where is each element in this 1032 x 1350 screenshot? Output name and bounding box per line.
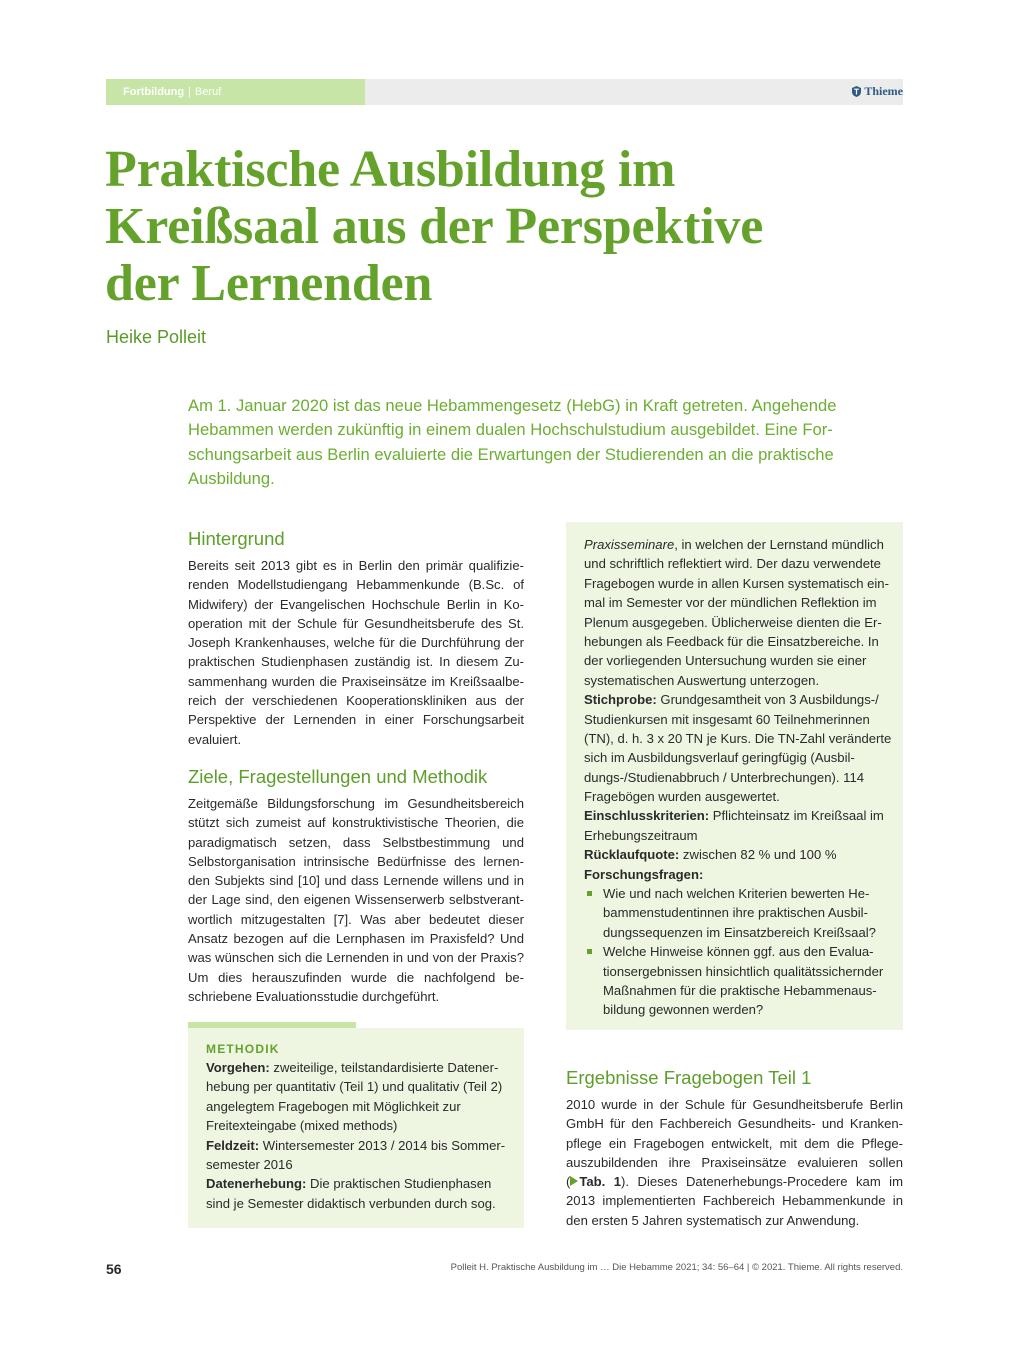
text-line: praktischen Studienphasen zuständig ist. In diesem Zu-: [188, 654, 524, 670]
section-hintergrund: [188, 527, 524, 749]
text-line: Studienkursen mit insgesamt 60 Teilnehmerinnen: [584, 711, 870, 727]
text-fragment: Wintersemester 2013 / 2014 bis Sommer-: [259, 1137, 506, 1153]
text-line: dungssequenzen im Einsatzbereich Kreißsaal?: [603, 924, 876, 940]
section-heading: Hintergrund: [188, 528, 285, 549]
text-line: schriebene Evaluationsstudie durchgeführt.: [188, 988, 440, 1004]
text-line: [584, 845, 889, 864]
header-section: Fortbildung: [123, 86, 185, 98]
list-item: [584, 942, 889, 1020]
text-line: reich der verschiedenen Kooperationskliniken aus der: [188, 693, 524, 709]
text-line: semester 2016: [206, 1156, 293, 1172]
method-box-continued-content: [584, 535, 892, 1020]
section-heading: Ziele, Fragestellungen und Methodik: [188, 766, 488, 787]
thieme-emblem-icon: [852, 86, 861, 97]
text-line: [584, 806, 889, 825]
method-box-content: [206, 1040, 506, 1213]
text-line: Welche Hinweise können ggf. aus den Evalua-: [603, 944, 874, 960]
text-line: [584, 535, 889, 554]
text-line: mal im Semester vor der mündlichen Reflektion im: [584, 595, 877, 611]
text-line: Selbstorganisation intrinsische Bedürfnisse des lernen-: [188, 853, 524, 869]
text-line: [584, 690, 889, 709]
text-line: stützt sich zumeist auf konstruktivistische Theorien, die: [188, 815, 524, 831]
text-fragment: (: [566, 1174, 571, 1190]
text-line: Fragebögen wurden ausgewertet.: [584, 789, 780, 805]
label-vorgehen: Vorgehen:: [206, 1060, 270, 1075]
text-line: pflege ein Fragebogen entwickelt, mit dem die Pflege-: [566, 1135, 903, 1151]
section-body: [188, 794, 524, 1006]
term-praxisseminare: Praxisseminare: [584, 537, 675, 552]
text-line: angelegtem Fragebogen mit Möglichkeit zur: [206, 1098, 461, 1114]
text-line: Zeitgemäße Bildungsforschung im Gesundheitsbereich: [188, 796, 524, 811]
text-line: Wie und nach welchen Kriterien bewerten He-: [603, 886, 870, 902]
article-abstract: [188, 394, 904, 491]
text-line: [206, 1174, 506, 1193]
section-ziele: [188, 765, 524, 1006]
reference-label: Tab. 1: [579, 1174, 622, 1190]
publisher-logo: [852, 83, 903, 99]
text-fragment: zwischen 82 % und 100 %: [679, 847, 837, 863]
text-line: bammenstudentinnen ihre praktischen Ausbil-: [603, 905, 868, 921]
text-line: GmbH für den Fachbereich Gesundheits- und Kranken-: [566, 1116, 903, 1132]
text-line: bildung gewonnen werden?: [603, 1002, 764, 1018]
text-line: was wünschen sich die Lernenden in und von der Praxis?: [188, 950, 524, 966]
text-fragment: Die praktischen Studienphasen: [306, 1176, 492, 1192]
article-author: Heike Polleit: [106, 327, 207, 347]
text-fragment: zweiteilige, teilstandardisierte Datener-: [269, 1060, 499, 1075]
bullet-square-icon: [587, 949, 592, 954]
page-number: 56: [106, 1261, 122, 1277]
text-line: sich im Ausbildungsverlauf geringfügig (Ausbil-: [584, 750, 855, 766]
abstract-line: Hebammen werden zukünftig in einem dualen Hochschulstudium ausgebildet. Eine For-: [188, 420, 833, 440]
section-body: [188, 556, 524, 749]
text-line: sammenhang wurden die Praxiseinsätze im Kreißsaalbe-: [188, 673, 524, 689]
text-line: Joseph Krankenhauses, welche für die Durchführung der: [188, 635, 524, 651]
text-fragment: Grundgesamtheit von 3 Ausbildungs-/: [656, 692, 879, 708]
text-line: Ansatz bezogen auf die Lernphasen im Praxisfeld? Und: [188, 931, 524, 947]
header-bar: [365, 79, 903, 105]
text-line: wortlich mitzugestalten [7]. Was aber bedeutet dieser: [188, 911, 524, 927]
text-line: (TN), d. h. 3 x 20 TN je Kurs. Die TN-Zahl veränderte: [584, 730, 892, 746]
text-line: hebung per quantitativ (Teil 1) und qualitativ (Teil 2): [206, 1079, 503, 1095]
text-fragment: ). Dieses Datenerhebungs-Procedere kam im: [621, 1174, 903, 1190]
text-line: Erhebungszeitraum: [584, 827, 698, 843]
table-1-reference-link[interactable]: [570, 1174, 621, 1189]
abstract-line: Am 1. Januar 2020 ist das neue Hebammengesetz (HebG) in Kraft getreten. Angehende: [188, 396, 837, 415]
citation-line: Polleit H. Praktische Ausbildung im … Die Hebamme 2021; 34: 56–64 | © 2021. Thieme. All rights reserved.: [450, 1262, 903, 1273]
text-line: und schriftlich reflektiert wird. Der dazu verwendete: [584, 556, 881, 572]
text-line: 2010 wurde in der Schule für Gesundheitsberufe Berlin: [566, 1097, 903, 1112]
text-line: den ersten 5 Jahren systematisch zur Anwendung.: [566, 1212, 860, 1228]
abstract-line: Ausbildung.: [188, 468, 275, 488]
text-line: sind je Semester didaktisch verbunden durch sog.: [206, 1195, 496, 1211]
text-line: paradigmatisch setzen, dass Selbstbestimmung und: [188, 834, 524, 850]
text-line: systematischen Auswertung unterzogen.: [584, 672, 820, 688]
text-line: operation mit der Schule für Gesundheitsberufe des St.: [188, 615, 524, 631]
text-line: Plenum ausgegeben. Üblicherweise dienten die Er-: [584, 614, 882, 630]
text-line: tionsergebnissen hinsichtlich qualitätssichernder: [603, 963, 884, 979]
title-line: Praktische Ausbildung im: [105, 141, 676, 198]
section-body: [566, 1095, 903, 1230]
text-line: renden Modellstudiengang Hebammenkunde (B.Sc. of: [188, 577, 524, 593]
label-einschlusskriterien: Einschlusskriterien:: [584, 808, 710, 824]
text-fragment: Pflichteinsatz im Kreißsaal im: [709, 808, 884, 824]
header-subsection: Beruf: [194, 86, 222, 98]
label-feldzeit: Feldzeit:: [206, 1137, 260, 1153]
label-forschungsfragen: Forschungsfragen:: [584, 866, 704, 882]
text-line: hebungen als Feedback für die Einsatzbereiche. In: [584, 633, 879, 649]
text-line: Midwifery) der Evangelischen Hochschule Berlin in Ko-: [188, 596, 524, 612]
text-line: den Subjekts sind [10] und dass Lernende willens und in: [188, 873, 524, 889]
text-line: 2013 implementierten Fachbereich Hebammenkunde in: [566, 1193, 903, 1209]
text-line: auszubildenden ihre Praxiseinsätze evaluieren sollen: [566, 1154, 903, 1170]
text-fragment: , in welchen der Lernstand mündlich: [674, 537, 884, 552]
section-heading: Ergebnisse Fragebogen Teil 1: [566, 1067, 812, 1088]
label-ruecklaufquote: Rücklaufquote:: [584, 847, 680, 863]
text-line: Perspektive der Lernenden in einer Forschungsarbeit: [188, 712, 524, 728]
article-title: [105, 141, 925, 312]
text-line: [566, 1172, 903, 1191]
text-line: evaluiert.: [188, 731, 242, 747]
title-line: Kreißsaal aus der Perspektive: [105, 198, 764, 255]
abstract-line: schungsarbeit aus Berlin evaluierte die Erwartungen der Studierenden an die praktische: [188, 444, 834, 464]
label-stichprobe: Stichprobe:: [584, 692, 657, 708]
header-separator: |: [188, 86, 191, 98]
text-line: der vorliegenden Untersuchung wurden sie einer: [584, 653, 867, 669]
text-line: Um dies herauszufinden wurde die nachfolgend be-: [188, 969, 524, 985]
text-line: Maßnahmen für die praktische Hebammenaus-: [603, 982, 877, 998]
text-line: Bereits seit 2013 gibt es in Berlin den primär qualifizie-: [188, 558, 524, 573]
text-line: Freitexteingabe (mixed methods): [206, 1118, 398, 1134]
text-line: Fragebogen wurde in allen Kursen systematisch ein-: [584, 575, 889, 591]
reference-arrow-icon: [570, 1176, 578, 1186]
list-item: [584, 884, 889, 942]
bullet-square-icon: [587, 891, 592, 896]
header-section-label: [123, 84, 221, 100]
label-datenerhebung: Datenerhebung:: [206, 1176, 307, 1192]
method-box-title: METHODIK: [206, 1042, 280, 1056]
section-ergebnisse: [566, 1066, 903, 1230]
publisher-name: Thieme: [864, 84, 903, 98]
text-line: dungs-/Studienabbruch / Unterbrechungen). 114: [584, 769, 865, 785]
text-line: [584, 865, 889, 884]
text-line: der Lage sind, den eigenen Wissenserwerb selbstverant-: [188, 892, 524, 908]
text-line: [206, 1136, 506, 1155]
text-line: [206, 1058, 506, 1077]
title-line: der Lernenden: [105, 255, 433, 312]
